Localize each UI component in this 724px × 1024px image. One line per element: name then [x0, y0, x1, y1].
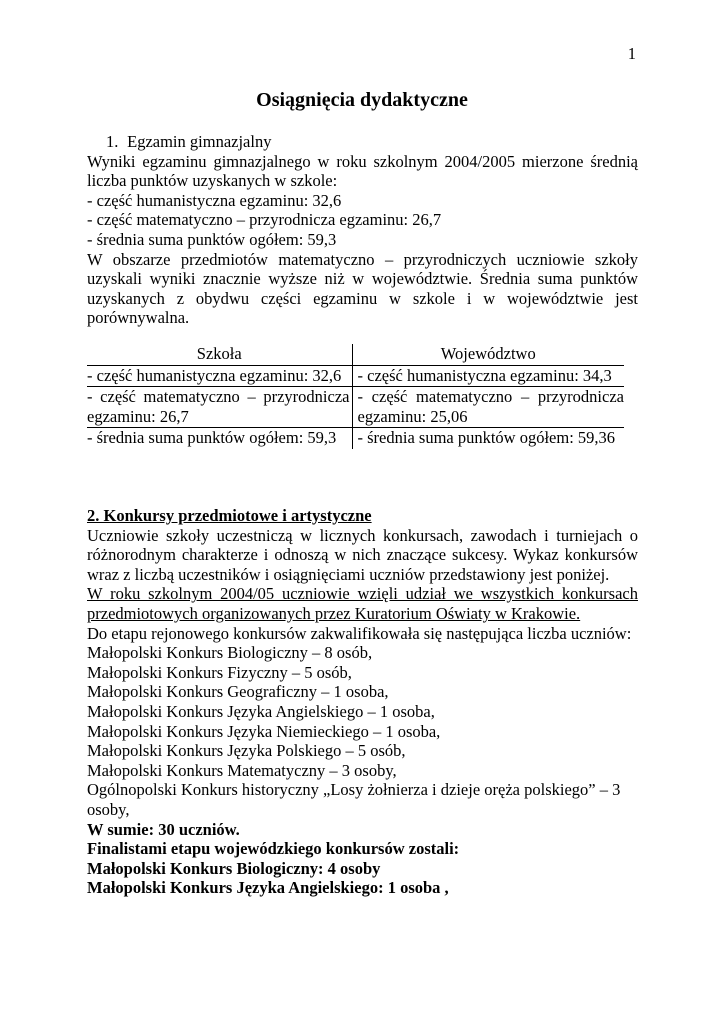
section-exam-number: 1.	[106, 132, 119, 151]
exam-result-math-science: - część matematyczno – przyrodnicza egzaminu: 26,7	[87, 210, 442, 230]
contests-participation: W roku szkolnym 2004/05 uczniowie wzięli udział we wszystkich konkursach przedmiotowych organizowanych przez Kuratorium Oświaty w Krakowie.	[87, 584, 638, 623]
exam-result-humanities: - część humanistyczna egzaminu: 32,6	[87, 190, 342, 210]
page-title: Osiągnięcia dydaktyczne	[256, 89, 468, 111]
contests-intro: Uczniowie szkoły uczestniczą w licznych konkursach, zawodach i turniejach o różnorodnym charakterze i odnoszą w nich znaczące sukcesy. Wykaz konkursów wraz z liczbą uczestników i osiągnięciami uczniów przedstawiony jest poniżej.	[87, 525, 638, 584]
table-cell: - część humanistyczna egzaminu: 34,3	[357, 365, 612, 385]
table-row	[87, 365, 624, 387]
section-contests	[87, 506, 638, 898]
contest-item: Małopolski Konkurs Matematyczny – 3 osoby,	[87, 760, 397, 780]
contest-item: Małopolski Konkurs Fizyczny – 5 osób,	[87, 662, 352, 682]
section-contests-heading: 2. Konkursy przedmiotowe i artystyczne	[87, 506, 372, 525]
section-exam-title: Egzamin gimnazjalny	[127, 132, 272, 151]
finalist-item: Małopolski Konkurs Biologiczny: 4 osoby	[87, 858, 381, 878]
contests-qualification: Do etapu rejonowego konkursów zakwalifikowała się następująca liczba uczniów:	[87, 623, 632, 643]
table-cell: - część matematyczno – przyrodnicza egzaminu: 25,06	[357, 387, 624, 426]
section-exam	[87, 132, 638, 328]
finalist-item: Małopolski Konkurs Języka Angielskiego: 1 osoba ,	[87, 878, 449, 898]
table-cell: - średnia suma punktów ogółem: 59,36	[357, 428, 616, 448]
table-header-row	[87, 344, 624, 365]
finalists-heading: Finalistami etapu wojewódzkiego konkursów zostali:	[87, 839, 460, 859]
contest-item: Małopolski Konkurs Języka Polskiego – 5 osób,	[87, 741, 406, 761]
exam-intro: Wyniki egzaminu gimnazjalnego w roku szkolnym 2004/2005 mierzone średnią liczba punktów uzyskanych w szkole:	[87, 151, 638, 191]
contest-item: Małopolski Konkurs Języka Angielskiego – 1 osoba,	[87, 701, 435, 721]
exam-result-total: - średnia suma punktów ogółem: 59,3	[87, 229, 337, 249]
table-cell: - część humanistyczna egzaminu: 32,6	[87, 365, 342, 385]
table-cell: - średnia suma punktów ogółem: 59,3	[87, 428, 337, 448]
page-number: 1	[627, 44, 636, 63]
contest-item: Małopolski Konkurs Biologiczny – 8 osób,	[87, 643, 373, 663]
table-row	[87, 387, 624, 428]
table-row	[87, 428, 624, 449]
contests-total: W sumie: 30 uczniów.	[87, 819, 240, 839]
table-cell: - część matematyczno – przyrodnicza egzaminu: 26,7	[87, 387, 350, 426]
header-school: Szkoła	[87, 344, 352, 365]
section-exam-heading	[87, 132, 638, 152]
contest-item: Małopolski Konkurs Geograficzny – 1 osoba,	[87, 682, 389, 702]
comparison-table	[87, 344, 624, 449]
contest-item: Małopolski Konkurs Języka Niemieckiego – 1 osoba,	[87, 721, 441, 741]
contest-item: Ogólnopolski Konkurs historyczny „Losy żołnierza i dzieje oręża polskiego” – 3 osoby,	[87, 780, 621, 819]
exam-summary: W obszarze przedmiotów matematyczno – przyrodniczych uczniowie szkoły uzyskali wyniki znacznie wyższe niż w województwie. Średnia suma punktów uzyskanych z obydwu części egzaminu w szkole i w województwie jest porównywalna.	[87, 249, 638, 328]
header-voivodeship: Województwo	[352, 344, 624, 365]
